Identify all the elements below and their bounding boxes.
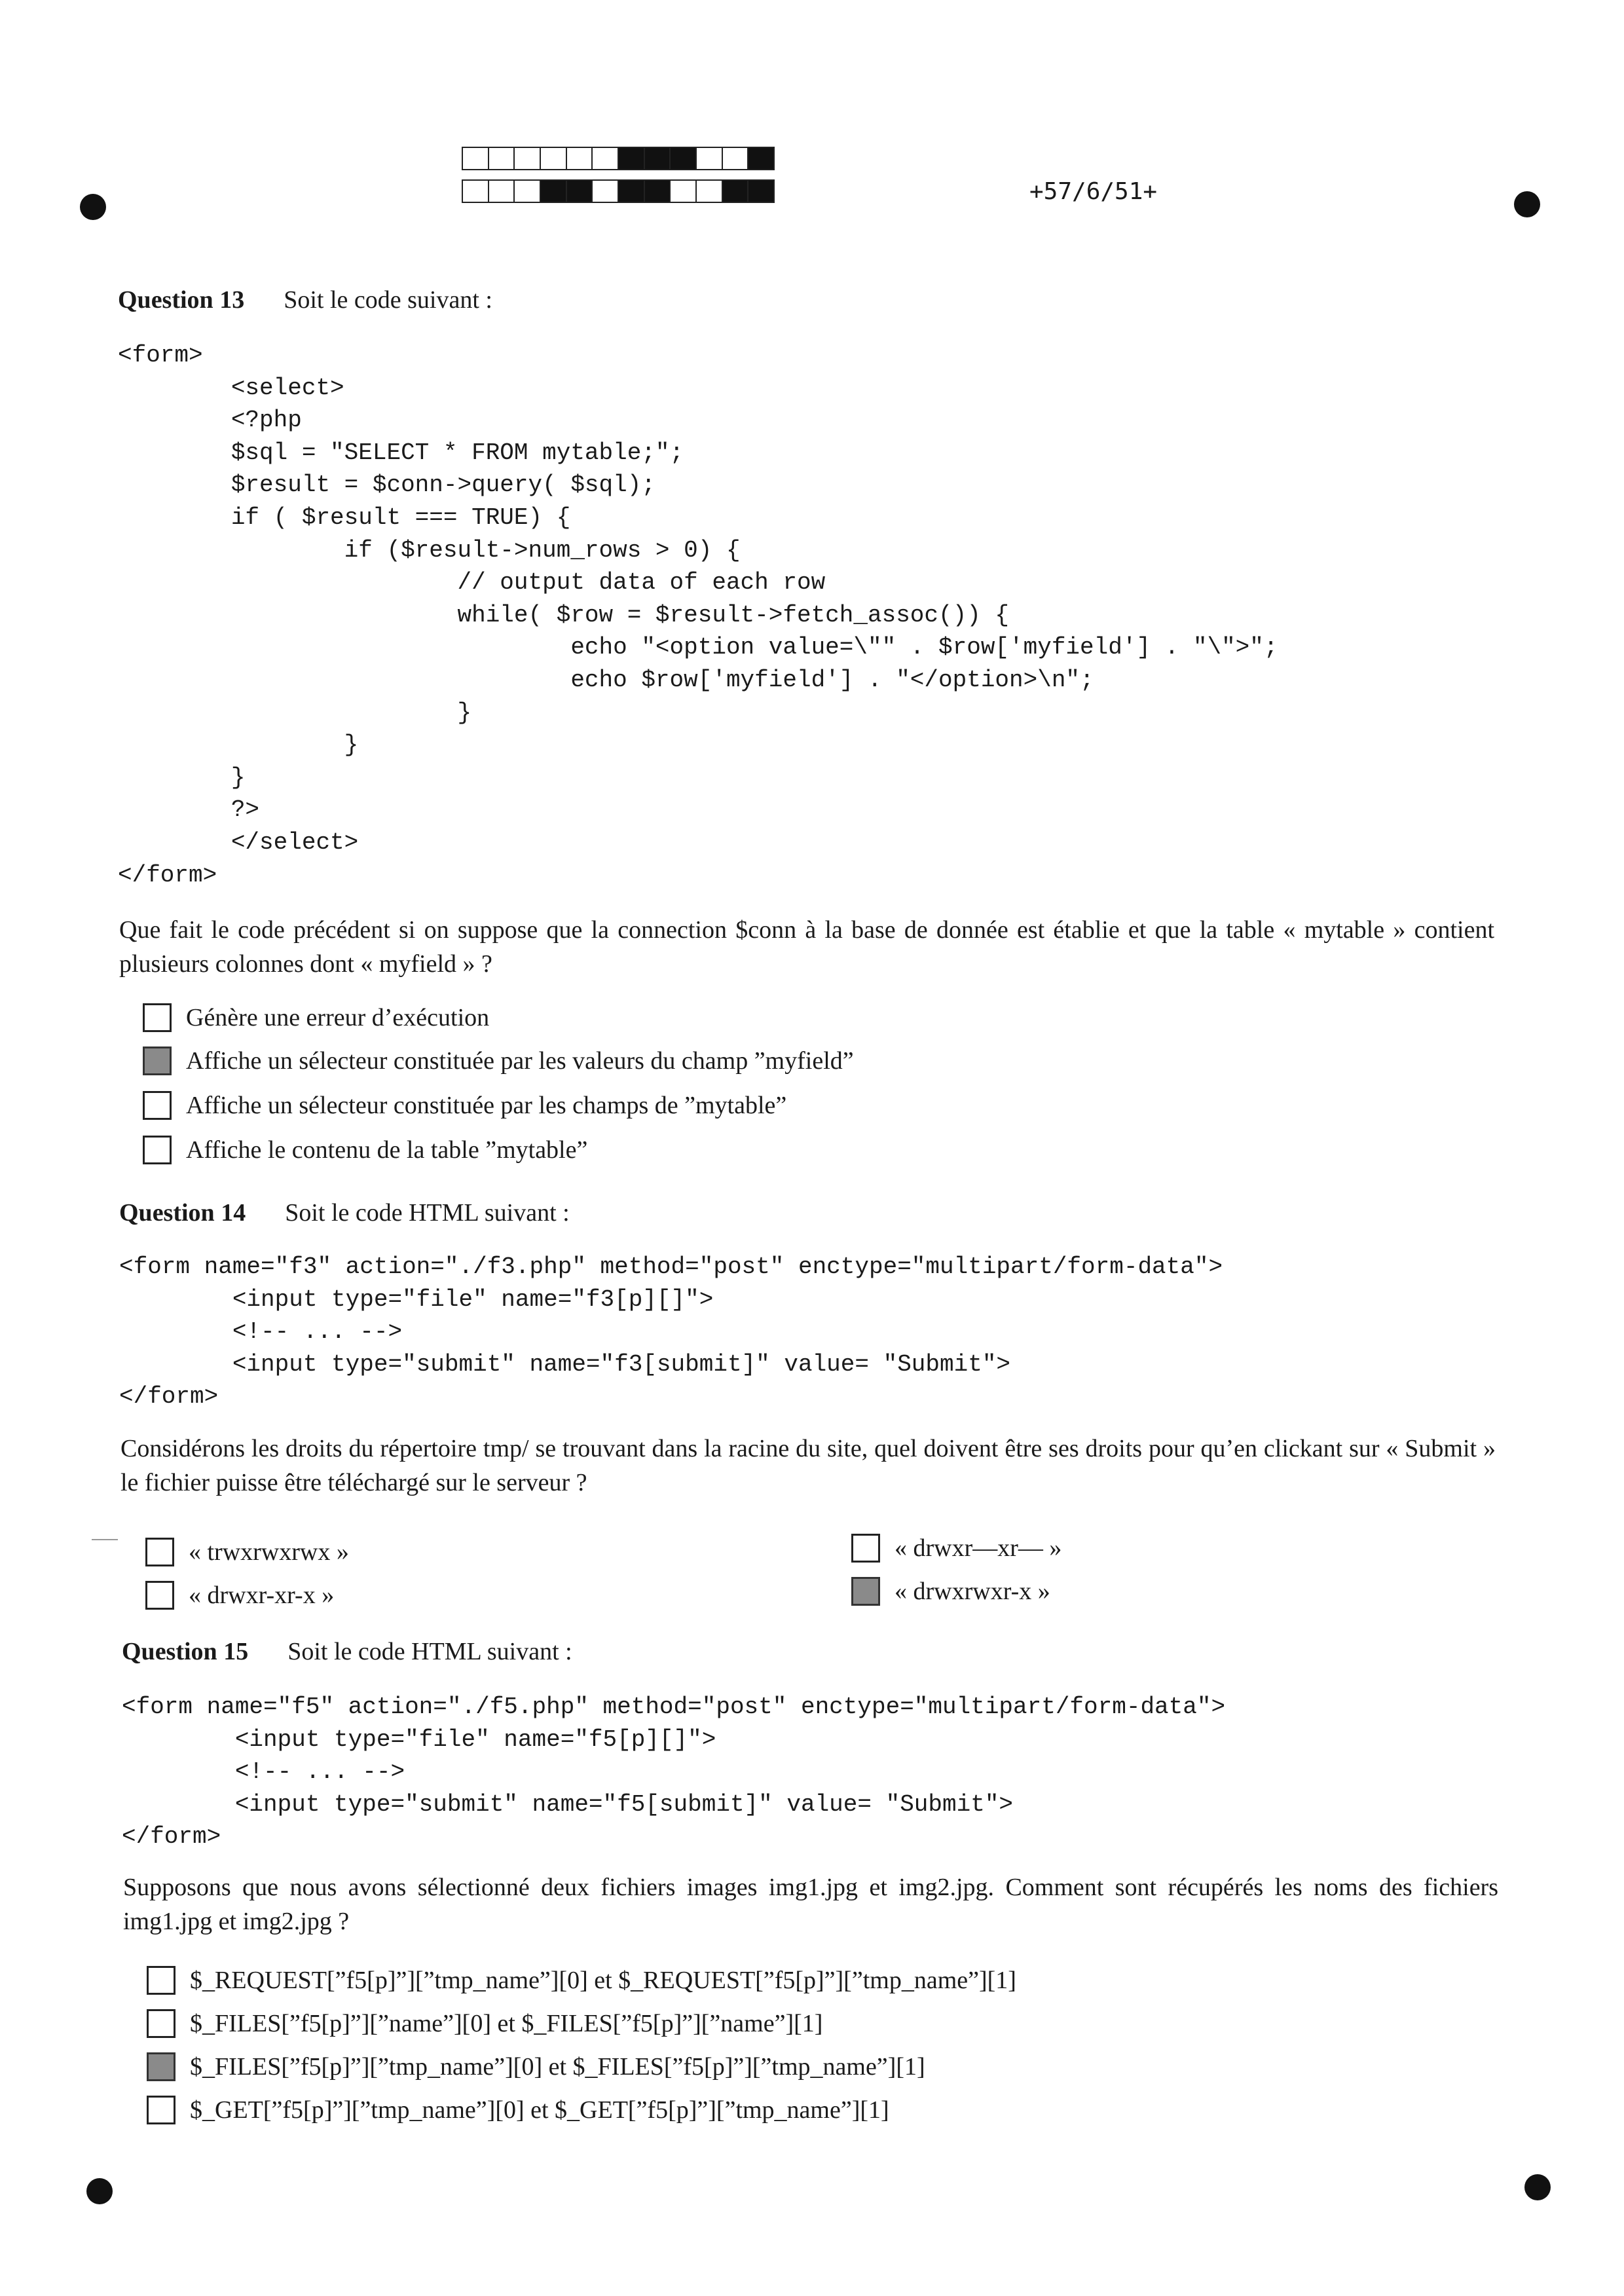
answer-option[interactable] <box>145 1535 349 1569</box>
answer-option[interactable] <box>143 1088 786 1122</box>
question-number: Question 14 <box>119 1199 246 1227</box>
barcode-cell-filled <box>748 148 773 169</box>
answer-label: Affiche le contenu de la table ”mytable” <box>186 1136 588 1164</box>
barcode-cell-filled <box>567 181 593 202</box>
barcode-cell-empty <box>463 148 489 169</box>
checkbox[interactable] <box>147 2052 175 2081</box>
stray-mark <box>92 1539 118 1540</box>
checkbox[interactable] <box>147 1966 175 1995</box>
checkbox[interactable] <box>851 1534 880 1563</box>
answer-option[interactable] <box>147 1963 1016 1997</box>
answer-option[interactable] <box>147 2093 889 2127</box>
answer-label: $_FILES[”f5[p]”][”name”][0] et $_FILES[”f5[p]”][”name”][1] <box>190 2010 823 2037</box>
registration-dot-top-left <box>80 194 106 220</box>
checkbox[interactable] <box>143 1046 172 1075</box>
answer-option[interactable] <box>851 1531 1061 1565</box>
barcode-cell-filled <box>645 181 671 202</box>
barcode-cell-empty <box>723 148 749 169</box>
barcode-cell-empty <box>515 181 541 202</box>
checkbox[interactable] <box>851 1577 880 1606</box>
checkbox[interactable] <box>143 1091 172 1120</box>
code-block: <form name="f5" action="./f5.php" method="post" enctype="multipart/form-data"> <input type="file" name="f5[p][]"> <!-- ... --> <input type="submit" name="f5[submit]" value= "Submit"> </form> <box>122 1694 1226 1851</box>
barcode-cell-empty <box>567 148 593 169</box>
barcode-cell-filled <box>619 181 645 202</box>
answer-label: Affiche un sélecteur constituée par les valeurs du champ ”myfield” <box>186 1047 854 1075</box>
barcode-cell-filled <box>671 148 697 169</box>
answer-option[interactable] <box>851 1574 1050 1608</box>
question-15-header <box>122 1637 572 1666</box>
registration-dot-bottom-left <box>86 2178 113 2204</box>
answer-option[interactable] <box>145 1578 334 1612</box>
question-number: Question 13 <box>118 286 245 314</box>
answer-label: $_FILES[”f5[p]”][”tmp_name”][0] et $_FILES[”f5[p]”][”tmp_name”][1] <box>190 2053 925 2081</box>
registration-dot-bottom-right <box>1524 2174 1551 2200</box>
barcode-cell-empty <box>489 148 515 169</box>
answer-label: « drwxr—xr— » <box>895 1534 1062 1562</box>
answer-label: « trwxrwxrwx » <box>189 1538 349 1566</box>
barcode-cell-filled <box>619 148 645 169</box>
answer-label: « drwxrwxr-x » <box>895 1578 1050 1605</box>
barcode-cell-filled <box>645 148 671 169</box>
barcode-cell-filled <box>723 181 749 202</box>
page-id: +57/6/51+ <box>1029 178 1158 205</box>
barcode-cell-filled <box>748 181 773 202</box>
checkbox[interactable] <box>145 1538 174 1566</box>
question-prompt: Soit le code suivant : <box>284 286 492 314</box>
question-14-header <box>119 1198 570 1227</box>
answer-label: Génère une erreur d’exécution <box>186 1004 490 1031</box>
question-text: Considérons les droits du répertoire tmp/ se trouvant dans la racine du site, quel doivent être ses droits pour qu’en clickant sur « Submit » le fichier puisse être téléchargé sur le serveur ? <box>120 1435 1496 1496</box>
barcode-row-1 <box>462 147 775 170</box>
barcode-cell-empty <box>671 181 697 202</box>
barcode-cell-empty <box>515 148 541 169</box>
barcode-cell-empty <box>541 148 567 169</box>
question-prompt: Soit le code HTML suivant : <box>287 1638 572 1665</box>
answer-label: $_REQUEST[”f5[p]”][”tmp_name”][0] et $_REQUEST[”f5[p]”][”tmp_name”][1] <box>190 1967 1016 1994</box>
checkbox[interactable] <box>143 1003 172 1032</box>
barcode-cell-empty <box>697 181 723 202</box>
checkbox[interactable] <box>143 1136 172 1164</box>
barcode-cell-empty <box>593 181 619 202</box>
code-block: <form> <select> <?php $sql = "SELECT * FROM mytable;"; $result = $conn->query( $sql); if ( $result === TRUE) { if ($result->num_rows > 0) { // output data of each row while( $row = $result->fetch_assoc()) { echo "<option value=\"" . $row['myfield'] . "\">"; echo $row['myfield'] . "</option>\n"; } } } ?> </select> </form> <box>118 342 1278 889</box>
answer-option[interactable] <box>147 2050 925 2084</box>
question-number: Question 15 <box>122 1638 249 1665</box>
answer-option[interactable] <box>147 2007 822 2041</box>
question-13-header <box>118 286 492 314</box>
barcode-cell-empty <box>463 181 489 202</box>
checkbox[interactable] <box>145 1581 174 1610</box>
barcode-cell-empty <box>593 148 619 169</box>
checkbox[interactable] <box>147 2096 175 2124</box>
answer-label: Affiche un sélecteur constituée par les champs de ”mytable” <box>186 1092 787 1119</box>
barcode-cell-empty <box>697 148 723 169</box>
question-text: Supposons que nous avons sélectionné deux fichiers images img1.jpg et img2.jpg. Comment sont récupérés les noms des fichiers img1.jpg et img2.jpg ? <box>123 1874 1498 1935</box>
question-prompt: Soit le code HTML suivant : <box>285 1199 570 1227</box>
answer-label: $_GET[”f5[p]”][”tmp_name”][0] et $_GET[”f5[p]”][”tmp_name”][1] <box>190 2096 889 2124</box>
barcode-cell-empty <box>489 181 515 202</box>
question-text: Que fait le code précédent si on suppose que la connection $conn à la base de donnée est établie et que la table « mytable » contient plusieurs colonnes dont « myfield » ? <box>119 916 1494 978</box>
answer-option[interactable] <box>143 1133 587 1167</box>
answer-option[interactable] <box>143 1044 854 1078</box>
answer-label: « drwxr-xr-x » <box>189 1582 335 1609</box>
checkbox[interactable] <box>147 2009 175 2038</box>
registration-dot-top-right <box>1514 191 1540 217</box>
barcode-row-2 <box>462 179 775 203</box>
barcode-cell-filled <box>541 181 567 202</box>
code-block: <form name="f3" action="./f3.php" method="post" enctype="multipart/form-data"> <input type="file" name="f3[p][]"> <!-- ... --> <input type="submit" name="f3[submit]" value= "Submit"> </form> <box>119 1253 1223 1411</box>
answer-option[interactable] <box>143 1001 489 1035</box>
